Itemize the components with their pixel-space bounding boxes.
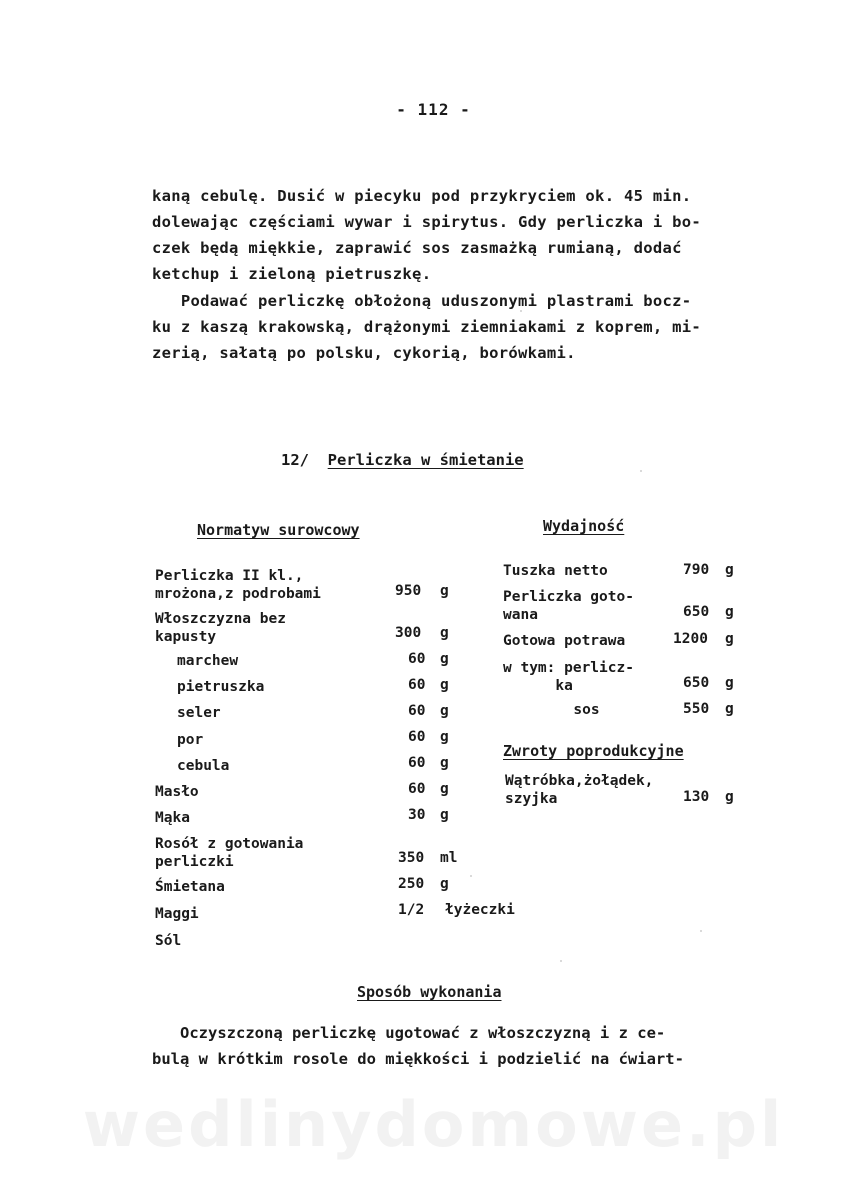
ingredient-name: Mąka [155, 810, 190, 826]
ingredient-unit: g [440, 583, 449, 599]
zwroty-name: Wątróbka,żołądek, szyjka [505, 773, 654, 807]
normatyw-heading: Normatyw surowcowy [197, 521, 360, 539]
ingredient-unit: g [440, 876, 449, 892]
yield-name: Tuszka netto [503, 563, 608, 579]
ingredient-qty: 60 [408, 729, 426, 745]
scan-speck [470, 875, 472, 877]
yield-qty: 1200 [673, 631, 708, 647]
scan-speck [560, 960, 562, 962]
recipe-number: 12/ [281, 451, 309, 469]
intro-line: dolewając częściami wywar i spirytus. Gdy perliczka i bo- [152, 213, 702, 231]
ingredient-qty: 30 [408, 807, 426, 823]
intro-line: czek będą miękkie, zaprawić sos zasmażką rumianą, dodać [152, 239, 682, 257]
ingredient-qty: 250 [398, 876, 425, 892]
ingredient-qty: 350 [398, 850, 425, 866]
zwroty-qty: 130 [683, 789, 710, 805]
yield-qty: 650 [683, 604, 710, 620]
yield-unit: g [725, 701, 734, 717]
sposob-line: Oczyszczoną perliczkę ugotować z włoszczyzną i z ce- [152, 1024, 666, 1042]
yield-unit: g [725, 675, 734, 691]
ingredient-name: Śmietana [155, 879, 225, 895]
intro-line: ku z kaszą krakowską, drążonymi ziemniakami z koprem, mi- [152, 318, 702, 336]
ingredient-qty: 950 [395, 583, 422, 599]
intro-line: ketchup i zieloną pietruszkę. [152, 265, 432, 283]
zwroty-unit: g [725, 789, 734, 805]
ingredient-name: marchew [177, 653, 239, 669]
ingredient-name: pietruszka [177, 679, 265, 695]
yield-unit: g [725, 631, 734, 647]
recipe-title [281, 451, 524, 469]
ingredient-qty: 300 [395, 625, 422, 641]
ingredient-unit: g [440, 807, 449, 823]
yield-qty: 550 [683, 701, 710, 717]
ingredient-qty: 60 [408, 651, 426, 667]
wydajnosc-heading: Wydajność [543, 517, 625, 535]
ingredient-unit: g [440, 625, 449, 641]
ingredient-name: Perliczka II kl., mrożona,z podrobami [155, 568, 321, 602]
intro-line: zerią, sałatą po polsku, cykorią, borówkami. [152, 344, 576, 362]
ingredient-qty: 60 [408, 677, 426, 693]
ingredient-unit: g [440, 703, 449, 719]
yield-qty: 650 [683, 675, 710, 691]
ingredient-unit: g [440, 651, 449, 667]
ingredient-unit: łyżeczki [445, 902, 515, 918]
yield-qty: 790 [683, 562, 710, 578]
yield-name: Perliczka goto- wana [503, 589, 634, 623]
yield-name: w tym: perlicz- ka [503, 660, 634, 694]
scan-speck [700, 930, 702, 932]
yield-unit: g [725, 562, 734, 578]
recipe-name: Perliczka w śmietanie [327, 451, 524, 469]
yield-name: sos [521, 702, 600, 718]
ingredient-qty: 60 [408, 755, 426, 771]
intro-line: kaną cebulę. Dusić w piecyku pod przykryciem ok. 45 min. [152, 187, 692, 205]
ingredient-name: Masło [155, 784, 199, 800]
scan-speck [640, 470, 642, 472]
sposob-line: bulą w krótkim rosole do miękkości i podzielić na ćwiart- [152, 1050, 684, 1068]
sposob-heading: Sposób wykonania [357, 983, 502, 1001]
ingredient-qty: 1/2 [398, 902, 425, 918]
ingredient-unit: g [440, 755, 449, 771]
ingredient-name: seler [177, 705, 221, 721]
ingredient-name: Sól [155, 933, 182, 949]
zwroty-heading: Zwroty poprodukcyjne [503, 742, 684, 760]
ingredient-name: Włoszczyzna bez kapusty [155, 611, 286, 645]
ingredient-unit: g [440, 781, 449, 797]
ingredient-name: Rosół z gotowania perliczki [155, 836, 304, 870]
yield-unit: g [725, 604, 734, 620]
ingredient-qty: 60 [408, 781, 426, 797]
watermark: wedlinydomowe.pl [82, 1088, 785, 1161]
ingredient-name: cebula [177, 758, 230, 774]
ingredient-unit: g [440, 729, 449, 745]
ingredient-unit: g [440, 677, 449, 693]
ingredient-name: Maggi [155, 906, 199, 922]
ingredient-unit: ml [440, 850, 458, 866]
scan-speck [520, 310, 522, 312]
intro-line: Podawać perliczkę obłożoną uduszonymi plastrami bocz- [152, 292, 692, 310]
ingredient-qty: 60 [408, 703, 426, 719]
ingredient-name: por [177, 732, 204, 748]
page-number: - 112 - [396, 100, 471, 119]
yield-name: Gotowa potrawa [503, 633, 626, 649]
